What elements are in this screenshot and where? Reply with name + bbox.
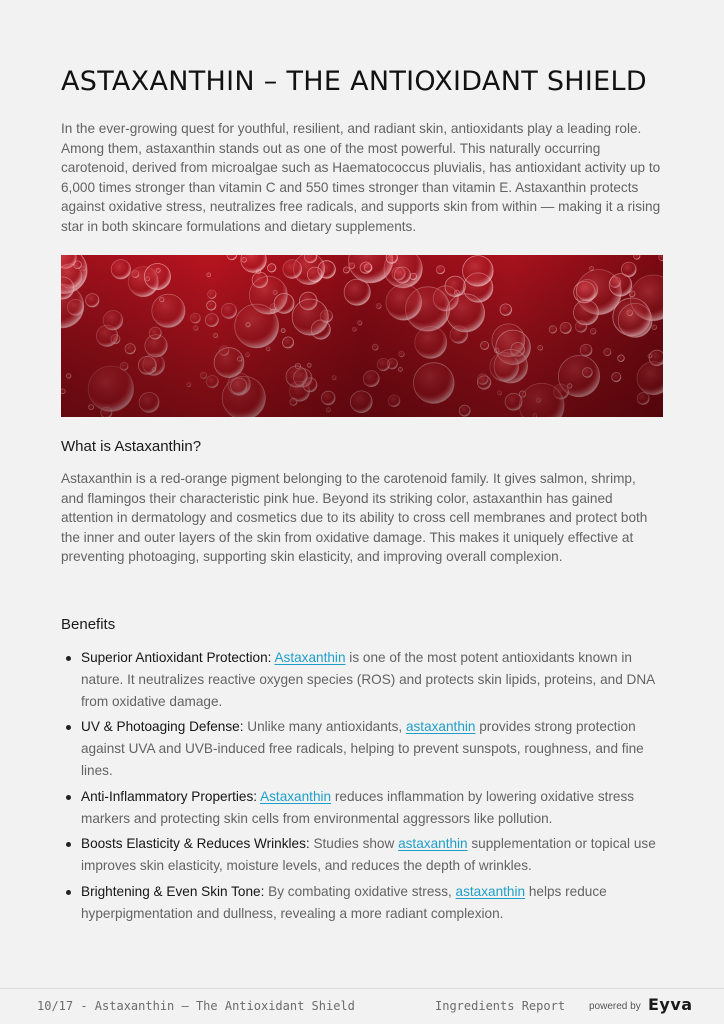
what-is-heading: What is Astaxanthin? bbox=[61, 438, 202, 455]
list-item bbox=[61, 833, 665, 877]
benefit-text: supplementation or topical use improves skin elasticity, moisture levels, and reduces the depth of wrinkles. bbox=[81, 836, 656, 874]
bullet-icon bbox=[66, 842, 71, 847]
astaxanthin-link[interactable]: Astaxanthin bbox=[260, 788, 332, 804]
benefit-lead: Brightening & Even Skin Tone: bbox=[81, 883, 265, 899]
what-is-paragraph: Astaxanthin is a red-orange pigment belonging to the carotenoid family. It gives salmon, shrimp, and flamingos their characteristic pink hue. Beyond its striking color, astaxanthin has gained attention in dermatology and cosmetics due to its ability to cross cell membranes and protect both the inner and outer layers of the skin from oxidative damage. This makes it uniquely effective at preventing photoaging, supporting skin elasticity, and improving overall complexion. bbox=[61, 471, 648, 564]
astaxanthin-link[interactable]: astaxanthin bbox=[405, 719, 476, 735]
benefits-list bbox=[61, 647, 665, 929]
benefit-lead: Anti-Inflammatory Properties: bbox=[81, 788, 258, 804]
benefit-text: Unlike many antioxidants, bbox=[243, 719, 406, 735]
report-label: Ingredients Report bbox=[435, 999, 566, 1013]
bullet-icon bbox=[66, 725, 71, 730]
benefit-text: helps reduce hyperpigmentation and dullness, revealing a more radiant complexion. bbox=[81, 883, 607, 921]
benefit-text: reduces inflammation by lowering oxidative stress markers and protecting skin cells from environmental aggressors like pollution. bbox=[81, 788, 635, 826]
hero-image-graphic bbox=[61, 255, 663, 417]
list-item bbox=[61, 716, 665, 781]
astaxanthin-link[interactable]: astaxanthin bbox=[398, 836, 468, 852]
astaxanthin-link[interactable]: Astaxanthin bbox=[274, 650, 346, 665]
benefit-lead: Superior Antioxidant Protection: bbox=[81, 650, 272, 665]
bullet-icon bbox=[66, 795, 71, 800]
bullet-icon bbox=[66, 890, 71, 895]
benefits-heading: Benefits bbox=[61, 616, 116, 633]
list-item bbox=[61, 647, 665, 712]
powered-by-label: powered by bbox=[589, 1001, 641, 1012]
bullet-icon bbox=[66, 656, 71, 661]
page-footer bbox=[0, 988, 724, 1024]
list-item bbox=[61, 786, 665, 830]
benefit-text: Studies show bbox=[309, 836, 399, 852]
astaxanthin-link[interactable]: astaxanthin bbox=[455, 883, 526, 899]
benefit-text: By combating oxidative stress, bbox=[264, 883, 456, 899]
eyva-logo: Eyva bbox=[648, 995, 693, 1014]
benefit-lead: Boosts Elasticity & Reduces Wrinkles: bbox=[81, 836, 310, 852]
page-title: ASTAXANTHIN – THE ANTIOXIDANT SHIELD bbox=[61, 66, 647, 97]
list-item bbox=[61, 881, 665, 925]
page-label: 10/17 - Astaxanthin – The Antioxidant Shield bbox=[37, 999, 355, 1013]
benefit-text: is one of the most potent antioxidants known in nature. It neutralizes reactive oxygen species (ROS) and protects skin lipids, proteins, and DNA from oxidative damage. bbox=[81, 650, 655, 709]
red-bubbles-image bbox=[61, 255, 663, 417]
benefit-lead: UV & Photoaging Defense: bbox=[81, 719, 244, 735]
benefit-text: provides strong protection against UVA and UVB-induced free radicals, helping to prevent sunspots, roughness, and fine lines. bbox=[81, 719, 644, 778]
intro-paragraph: In the ever-growing quest for youthful, resilient, and radiant skin, antioxidants play a leading role. Among them, astaxanthin stands out as one of the most powerful. This naturally occurring carotenoid, derived from microalgae such as Haematococcus pluvialis, has antioxidant activity up to 6,000 times stronger than vitamin C and 550 times stronger than vitamin E. Astaxanthin protects against oxidative stress, neutralizes free radicals, and supports skin from within — making it a rising star in both skincare formulations and dietary supplements. bbox=[61, 121, 661, 234]
